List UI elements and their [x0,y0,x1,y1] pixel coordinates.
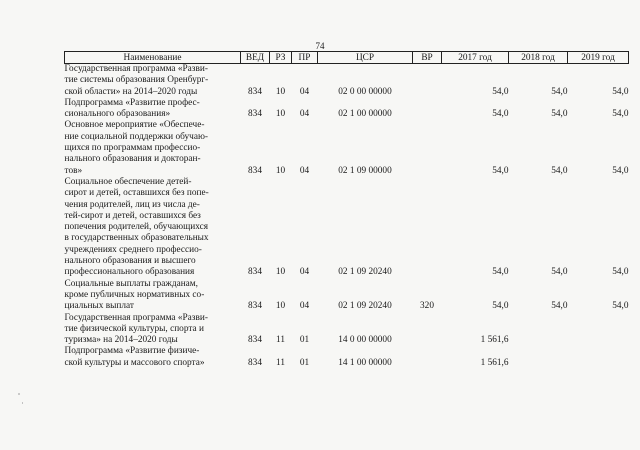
cell-name-line: ние социальной поддержки обучаю- [64,131,208,142]
cell-2018: 54,0 [551,109,568,120]
cell-pr: 04 [299,301,310,312]
table-row [65,98,629,121]
cell-vr [413,98,442,121]
cell-2017: 1 561,6 [480,335,509,346]
cell-name-line: тей-сирот и детей, оставшихся без [64,210,201,221]
table-row [65,346,629,369]
cell-name-line: попечения родителей, обучающихся [64,222,208,233]
cell-2019 [568,346,629,369]
cell-csr: 02 1 09 00000 [338,165,392,176]
cell-2018: 54,0 [551,301,568,312]
cell-name [65,98,241,121]
cell-name-line: ской культуры и массового спорта» [64,357,205,368]
cell-name-line: нального образования и докторан- [64,154,201,165]
cell-pr: 04 [299,165,310,176]
cell-name-line: сионального образования» [64,109,171,120]
cell-name-line: Государственная программа «Разви- [64,312,208,323]
cell-rz: 10 [275,109,286,120]
cell-name [65,64,241,98]
table-row [65,177,629,279]
cell-name [65,120,241,176]
cell-pr: 04 [299,267,310,278]
cell-2019: 54,0 [612,165,629,176]
cell-ved: 834 [248,335,262,346]
cell-csr: 02 1 09 20240 [338,267,392,278]
cell-csr: 02 0 00 00000 [338,86,392,97]
cell-vr [413,64,442,98]
cell-2019: 54,0 [612,109,629,120]
cell-name-line: профессионального образования [64,267,195,278]
cell-rz: 10 [275,165,286,176]
cell-vr: 320 [420,301,434,312]
cell-name-line: Подпрограмма «Развитие профес- [64,97,200,108]
cell-2019: 54,0 [612,267,629,278]
column-header-2017: 2017 год [442,52,509,64]
cell-2019: 54,0 [612,301,629,312]
cell-pr: 04 [299,86,310,97]
cell-2019 [568,313,629,347]
cell-name [65,279,241,313]
cell-2019: 54,0 [612,86,629,97]
cell-ved: 834 [248,301,262,312]
column-header-vr: ВР [413,52,442,64]
cell-2017: 54,0 [492,165,509,176]
cell-rz: 10 [275,301,286,312]
cell-ved: 834 [248,165,262,176]
cell-rz: 11 [276,357,285,368]
column-header-pr: ПР [292,52,318,64]
cell-name-line: учреждениях среднего профессио- [64,244,202,255]
cell-name-line: сирот и детей, оставшихся без попе- [64,188,209,199]
cell-csr: 02 1 09 20240 [338,301,392,312]
table-header-row [65,52,629,64]
page-number: 74 [315,41,325,51]
cell-name-line: тие физической культуры, спорта и [64,323,204,334]
cell-2018: 54,0 [551,165,568,176]
cell-2018 [509,313,568,347]
cell-pr: 01 [299,357,310,368]
cell-name-line: Социальные выплаты гражданам, [64,278,199,289]
cell-name-line: Основное мероприятие «Обеспече- [64,120,205,131]
table-row [65,279,629,313]
column-header-rz: РЗ [270,52,292,64]
cell-ved: 834 [248,267,262,278]
cell-name-line: туризма» на 2014–2020 годы [64,335,178,346]
cell-name [65,313,241,347]
table-row [65,64,629,98]
cell-name-line: циальных выплат [64,301,134,312]
cell-ved: 834 [248,357,262,368]
cell-vr [413,177,442,279]
cell-name-line: кроме публичных нормативных со- [64,289,205,300]
cell-2017: 54,0 [492,109,509,120]
cell-name-line: чения родителей, лиц из числа де- [64,199,200,210]
cell-name-line: в государственных образовательных [64,233,209,244]
cell-2017: 1 561,6 [480,357,509,368]
cell-name-line: нального образования и высшего [64,256,196,267]
column-header-name: Наименование [65,52,241,64]
cell-name-line: тие системы образования Оренбург- [64,75,209,86]
column-header-2018: 2018 год [509,52,568,64]
column-header-ved: ВЕД [241,52,270,64]
cell-2017: 54,0 [492,267,509,278]
cell-name-line: тов» [64,165,83,176]
cell-2017: 54,0 [492,301,509,312]
cell-ved: 834 [248,86,262,97]
cell-rz: 10 [275,267,286,278]
cell-vr [413,120,442,176]
cell-name [65,177,241,279]
cell-2018: 54,0 [551,86,568,97]
cell-rz: 11 [276,335,285,346]
cell-2017: 54,0 [492,86,509,97]
scan-speck [18,393,20,395]
cell-name-line: ской области» на 2014–2020 годы [64,86,198,97]
column-header-csr: ЦСР [318,52,413,64]
cell-2018: 54,0 [551,267,568,278]
cell-2018 [509,346,568,369]
column-header-2019: 2019 год [568,52,629,64]
table-body [65,64,629,370]
cell-csr: 14 1 00 00000 [338,357,392,368]
cell-vr [413,346,442,369]
scan-speck [22,402,23,404]
cell-name-line: щихся по программам профессио- [64,143,201,154]
cell-name-line: Социальное обеспечение детей- [64,176,192,187]
cell-pr: 04 [299,109,310,120]
cell-csr: 02 1 00 00000 [338,109,392,120]
cell-vr [413,313,442,347]
cell-name-line: Подпрограмма «Развитие физиче- [64,346,200,357]
cell-pr: 01 [299,335,310,346]
cell-name-line: Государственная программа «Разви- [64,64,208,74]
budget-table [64,51,629,369]
table-row [65,313,629,347]
cell-name [65,346,241,369]
cell-ved: 834 [248,109,262,120]
cell-rz: 10 [275,86,286,97]
cell-csr: 14 0 00 00000 [338,335,392,346]
table-row [65,120,629,176]
